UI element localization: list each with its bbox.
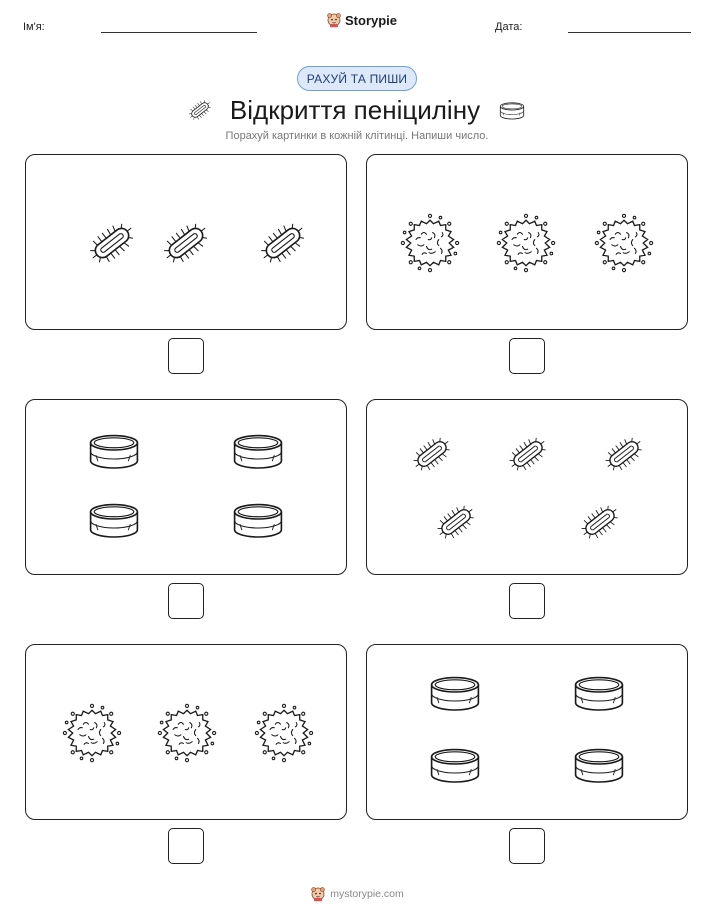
petri-dish-icon: [235, 505, 282, 537]
petri-dish-icon: [576, 750, 623, 782]
name-field[interactable]: [101, 32, 257, 33]
bacterium-icon: [85, 218, 140, 269]
bacterium-icon: [577, 500, 623, 543]
mold-spore-icon: [401, 214, 458, 271]
petri-dish-icon: [235, 436, 282, 468]
storypie-mascot-icon: [326, 12, 342, 28]
bacterium-icon: [256, 218, 311, 269]
bacterium-icon: [601, 432, 647, 475]
mold-spore-icon: [158, 704, 215, 761]
date-field[interactable]: [568, 32, 691, 33]
count-cell-6: [366, 644, 688, 820]
petri-dish-icon: [432, 678, 479, 710]
count-cell-2: [366, 154, 688, 330]
answer-box-2[interactable]: [509, 338, 545, 374]
mold-spore-icon: [255, 704, 312, 761]
petri-dish-icon: [91, 436, 138, 468]
bacterium-icon: [505, 432, 551, 475]
name-label: Ім'я:: [23, 21, 45, 33]
answer-box-5[interactable]: [168, 828, 204, 864]
count-cell-3: [25, 399, 347, 575]
instructions: Порахуй картинки в кожній клітинці. Напиши число.: [225, 130, 489, 142]
footer: [0, 886, 714, 902]
answer-box-3[interactable]: [168, 583, 204, 619]
activity-badge: РАХУЙ ТА ПИШИ: [297, 66, 417, 91]
brand-name: Storypie: [345, 12, 398, 28]
bacterium-icon: [159, 218, 214, 269]
title-row: [0, 90, 714, 130]
petri-dish-icon: [91, 505, 138, 537]
answer-box-6[interactable]: [509, 828, 545, 864]
footer-site[interactable]: mystorypie.com: [330, 888, 404, 900]
mold-spore-icon: [595, 214, 652, 271]
date-label: Дата:: [495, 21, 523, 33]
count-cell-4: [366, 399, 688, 575]
storypie-mascot-icon: [310, 886, 326, 902]
bacterium-icon: [433, 500, 479, 543]
count-cell-5: [25, 644, 347, 820]
bacterium-icon: [184, 94, 216, 126]
mold-spore-icon: [497, 214, 554, 271]
mold-spore-icon: [63, 704, 120, 761]
answer-box-4[interactable]: [509, 583, 545, 619]
count-cell-1: [25, 154, 347, 330]
answer-box-1[interactable]: [168, 338, 204, 374]
petri-dish-icon: [432, 750, 479, 782]
page-title: Відкриття пеніциліну: [229, 94, 481, 125]
bacterium-icon: [409, 432, 455, 475]
petri-dish-icon: [494, 96, 530, 124]
petri-dish-icon: [576, 678, 623, 710]
brand-logo: [326, 12, 397, 28]
